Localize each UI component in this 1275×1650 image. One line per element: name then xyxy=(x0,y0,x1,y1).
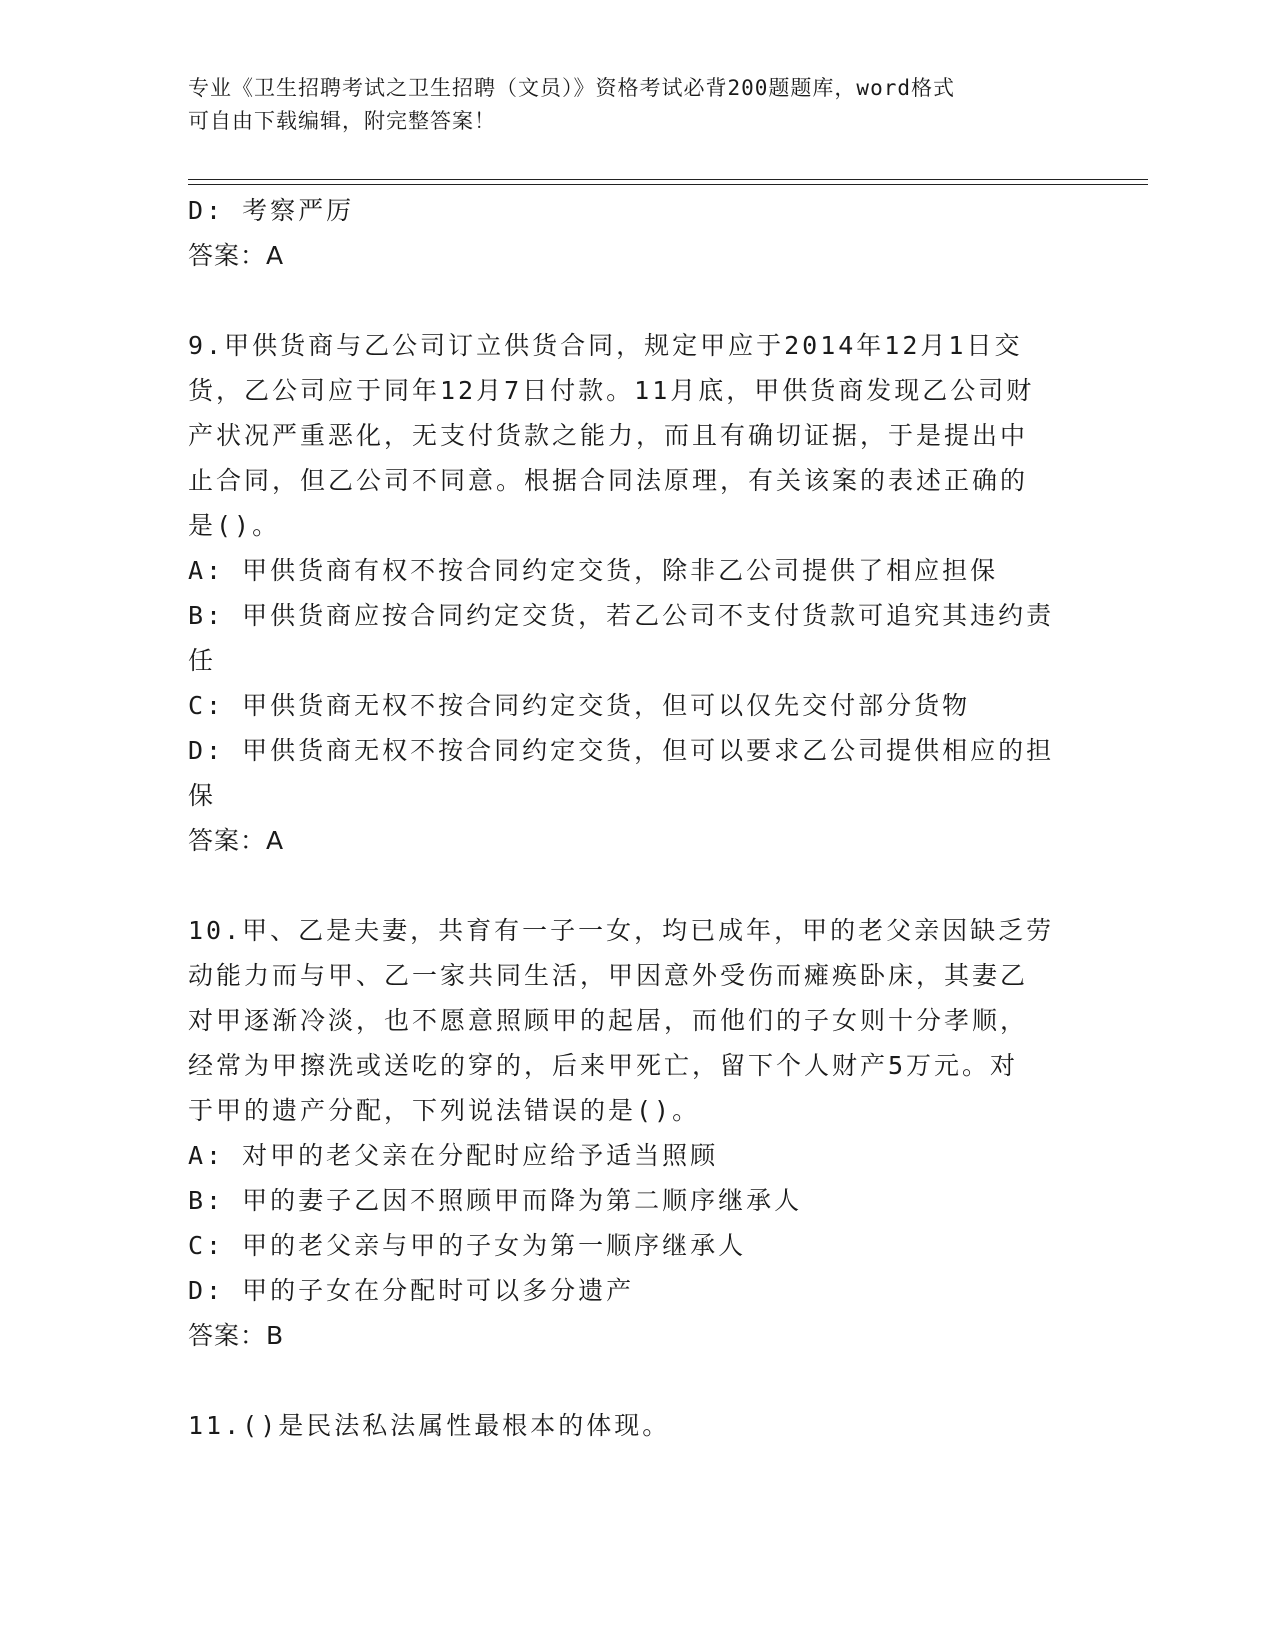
header-divider xyxy=(188,179,1148,185)
answer-line: 答案：A xyxy=(188,826,285,855)
option-b-continued: 任 xyxy=(188,646,217,675)
option-a: A: 对甲的老父亲在分配时应给予适当照顾 xyxy=(188,1141,719,1170)
answer-line: 答案：A xyxy=(188,241,285,270)
question-10 xyxy=(188,908,1088,1358)
option-d: D: 考察严厉 xyxy=(188,196,355,225)
option-d: D: 甲供货商无权不按合同约定交货，但可以要求乙公司提供相应的担 xyxy=(188,736,1055,765)
question-stem-line: 9.甲供货商与乙公司订立供货合同，规定甲应于2014年12月1日交 xyxy=(188,331,1023,360)
option-b: B: 甲的妻子乙因不照顾甲而降为第二顺序继承人 xyxy=(188,1186,803,1215)
question-stem-line: 是()。 xyxy=(188,511,281,540)
question-stem-line: 产状况严重恶化，无支付货款之能力，而且有确切证据，于是提出中 xyxy=(188,421,1029,450)
document-body xyxy=(188,188,1088,1448)
header-line-1: 专业《卫生招聘考试之卫生招聘（文员）》资格考试必背200题题库，word格式 xyxy=(188,76,955,100)
header-line-2: 可自由下载编辑，附完整答案！ xyxy=(188,109,496,133)
answer-line: 答案：B xyxy=(188,1321,285,1350)
question-stem-line: 对甲逐渐冷淡，也不愿意照顾甲的起居，而他们的子女则十分孝顺， xyxy=(188,1006,1029,1035)
option-b: B: 甲供货商应按合同约定交货，若乙公司不支付货款可追究其违约责 xyxy=(188,601,1055,630)
question-stem-line: 经常为甲擦洗或送吃的穿的，后来甲死亡，留下个人财产5万元。对 xyxy=(188,1051,1019,1080)
option-c: C: 甲供货商无权不按合同约定交货，但可以仅先交付部分货物 xyxy=(188,691,971,720)
question-11 xyxy=(188,1403,1088,1448)
option-d: D: 甲的子女在分配时可以多分遗产 xyxy=(188,1276,635,1305)
question-stem-line: 动能力而与甲、乙一家共同生活，甲因意外受伤而瘫痪卧床，其妻乙 xyxy=(188,961,1029,990)
question-stem-line: 于甲的遗产分配，下列说法错误的是()。 xyxy=(188,1096,701,1125)
document-header xyxy=(188,72,1068,138)
previous-question-tail xyxy=(188,188,1088,278)
question-9 xyxy=(188,323,1088,863)
question-stem-line: 止合同，但乙公司不同意。根据合同法原理，有关该案的表述正确的 xyxy=(188,466,1029,495)
question-stem-line: 货，乙公司应于同年12月7日付款。11月底，甲供货商发现乙公司财 xyxy=(188,376,1035,405)
question-stem-line: 11.()是民法私法属性最根本的体现。 xyxy=(188,1411,671,1440)
option-c: C: 甲的老父亲与甲的子女为第一顺序继承人 xyxy=(188,1231,747,1260)
option-a: A: 甲供货商有权不按合同约定交货，除非乙公司提供了相应担保 xyxy=(188,556,999,585)
question-stem-line: 10.甲、乙是夫妻，共育有一子一女，均已成年，甲的老父亲因缺乏劳 xyxy=(188,916,1055,945)
option-d-continued: 保 xyxy=(188,781,217,810)
